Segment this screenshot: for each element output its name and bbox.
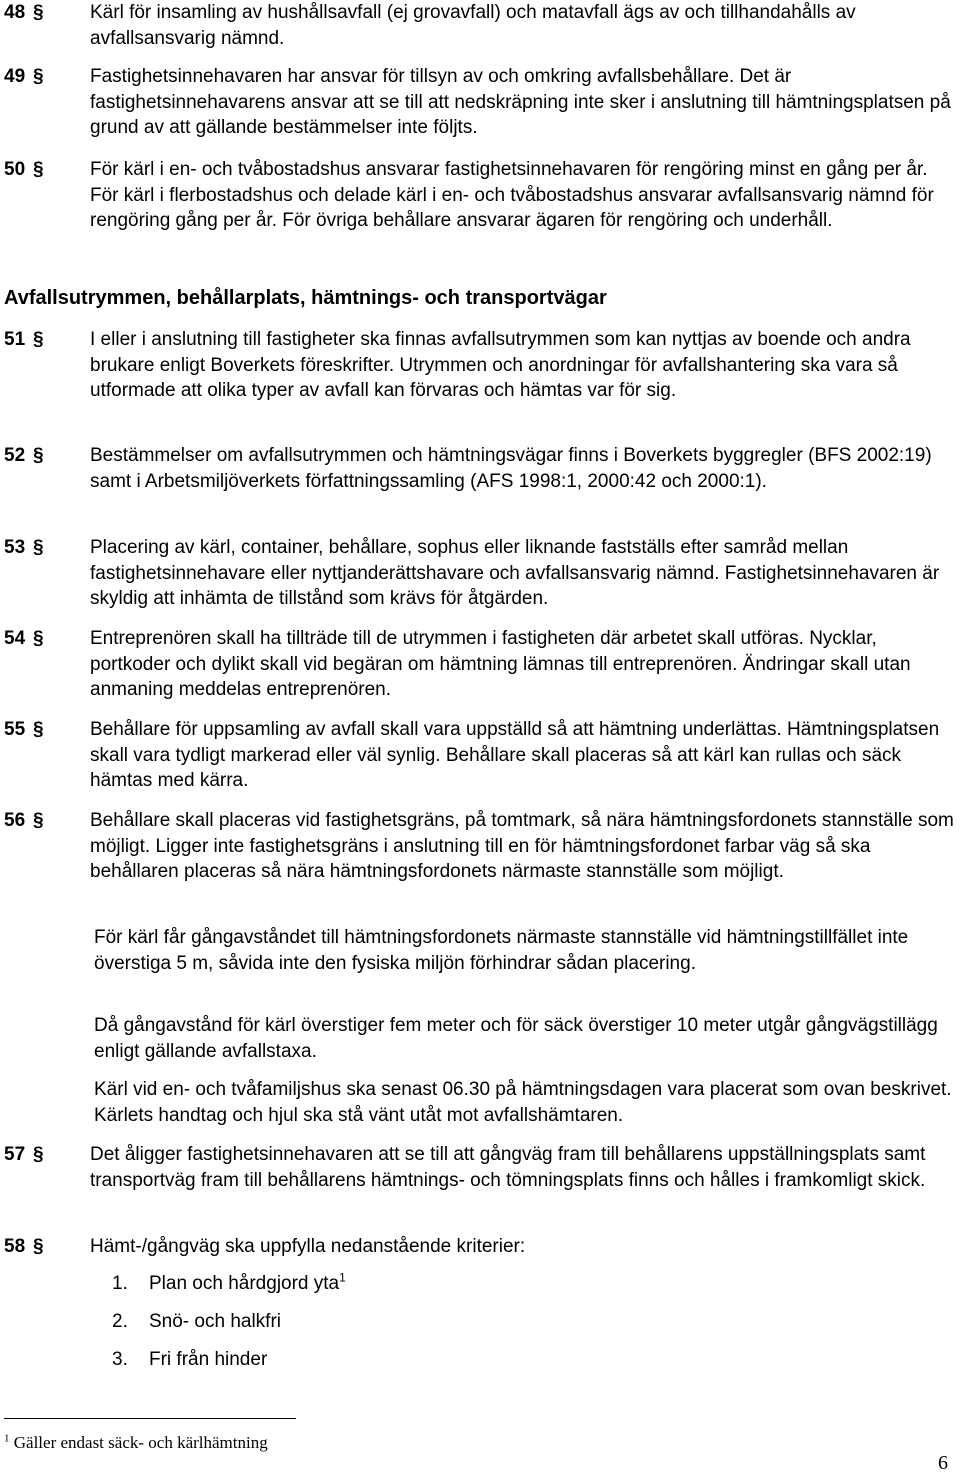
section-text: Hämt-/gångväg ska uppfylla nedanstående kriterier:: [90, 1236, 526, 1257]
footnote-text: Gäller endast säck- och kärlhämtning: [13, 1433, 268, 1452]
section-symbol: §: [33, 537, 44, 558]
section-symbol: §: [33, 445, 44, 466]
section-symbol: §: [33, 1236, 44, 1257]
footnote-separator: [4, 1418, 296, 1419]
section-symbol: §: [33, 719, 44, 740]
page-number: 6: [938, 1452, 948, 1474]
section-number: 53: [4, 537, 26, 558]
section-text: Behållare skall placeras vid fastighetsgräns, på tomtmark, så nära hämtningsfordonets stannställe som möjligt. Ligger inte fastighetsgräns i anslutning till en för hämtningsfordonet farbar väg så ska behållaren placeras så nära hämtningsfordonets närmaste stannställe som möjligt.: [90, 810, 954, 882]
footnote-mark: 1: [4, 1432, 10, 1445]
criteria-item: [112, 1309, 281, 1334]
criteria-item: [112, 1271, 346, 1296]
section-number: 50: [4, 159, 26, 180]
section-symbol: §: [33, 329, 44, 350]
sub-paragraph: Då gångavstånd för kärl överstiger fem meter och för säck överstiger 10 meter utgår gångvägstillägg enligt gällande avfallstaxa.: [94, 1015, 938, 1062]
sub-paragraph: För kärl får gångavståndet till hämtningsfordonets närmaste stannställe vid hämtningstillfället inte överstiga 5 m, såvida inte den fysiska miljön förhindrar sådan placering.: [94, 927, 909, 974]
sub-paragraph: Kärl vid en- och tvåfamiljshus ska senast 06.30 på hämtningsdagen vara placerat som ovan beskrivet. Kärlets handtag och hjul ska stå vänt utåt mot avfallshämtaren.: [94, 1079, 952, 1126]
section-number: 58: [4, 1236, 26, 1257]
section-text: Placering av kärl, container, behållare, sophus eller liknande fastställs efter samråd mellan fastighetsinnehavare eller nyttjanderättshavare och avfallsansvarig nämnd. Fastighetsinnehavaren är skyldig att inhämta de tillstånd som krävs för åtgärden.: [90, 537, 940, 609]
criteria-number: 1.: [112, 1273, 128, 1294]
section-text: Bestämmelser om avfallsutrymmen och hämtningsvägar finns i Boverkets byggregler (BFS 2002:19) samt i Arbetsmiljöverkets författningssamling (AFS 1998:1, 2000:42 och 2000:1).: [90, 445, 932, 492]
section-number: 48: [4, 2, 26, 23]
section-symbol: §: [33, 66, 44, 87]
section-text: Det åligger fastighetsinnehavaren att se till att gångväg fram till behållarens uppställningsplats samt transportväg fram till behållarens hämtnings- och tömningsplats finns och hålles i framkomligt skick.: [90, 1144, 926, 1191]
section-text: Kärl för insamling av hushållsavfall (ej grovavfall) och matavfall ägs av och tillhandahålls av avfallsansvarig nämnd.: [90, 2, 856, 49]
section-text: Fastighetsinnehavaren har ansvar för tillsyn av och omkring avfallsbehållare. Det är fastighetsinnehavarens ansvar att se till att nedskräpning inte sker i anslutning till hämtningsplatsen på grund av att gällande bestämmelser inte följts.: [90, 66, 951, 138]
criteria-text: Fri från hinder: [149, 1349, 268, 1370]
section-text: Behållare för uppsamling av avfall skall vara uppställd så att hämtning underlättas. Hämtningsplatsen skall vara tydligt markerad eller väl synlig. Behållare skall placeras så att kärl kan rullas och säck hämtas med kärra.: [90, 719, 940, 791]
section-symbol: §: [33, 628, 44, 649]
criteria-number: 2.: [112, 1311, 128, 1332]
section-text: I eller i anslutning till fastigheter ska finnas avfallsutrymmen som kan nyttjas av boende och andra brukare enligt Boverkets föreskrifter. Utrymmen och anordningar för avfallshantering ska vara så utformade att olika typer av avfall kan förvaras och hämtas var för sig.: [90, 329, 911, 401]
section-number: 51: [4, 329, 26, 350]
section-number: 54: [4, 628, 26, 649]
section-text: Entreprenören skall ha tillträde till de utrymmen i fastigheten där arbetet skall utföras. Nycklar, portkoder och dylikt skall vid begäran om hämtning lämnas till entreprenören. Ändringar skall utan anmaning meddelas entreprenören.: [90, 628, 911, 700]
section-symbol: §: [33, 810, 44, 831]
section-symbol: §: [33, 159, 44, 180]
footnote: [4, 1432, 268, 1454]
section-number: 49: [4, 66, 26, 87]
section-symbol: §: [33, 2, 44, 23]
section-number: 55: [4, 719, 26, 740]
criteria-text: Plan och hårdgjord yta: [149, 1273, 340, 1294]
footnote-reference: 1: [339, 1270, 346, 1285]
section-symbol: §: [33, 1144, 44, 1165]
criteria-item: [112, 1347, 267, 1372]
section-heading: Avfallsutrymmen, behållarplats, hämtnings- och transportvägar: [4, 287, 607, 309]
section-text: För kärl i en- och tvåbostadshus ansvarar fastighetsinnehavaren för rengöring minst en gång per år. För kärl i flerbostadshus och delade kärl i en- och tvåbostadshus ansvarar avfallsansvarig nämnd för rengöring gång per år. För övriga behållare ansvarar ägaren för rengöring och underhåll.: [90, 159, 934, 231]
section-number: 52: [4, 445, 26, 466]
section-number: 56: [4, 810, 26, 831]
criteria-text: Snö- och halkfri: [149, 1311, 282, 1332]
section-number: 57: [4, 1144, 26, 1165]
criteria-number: 3.: [112, 1349, 128, 1370]
